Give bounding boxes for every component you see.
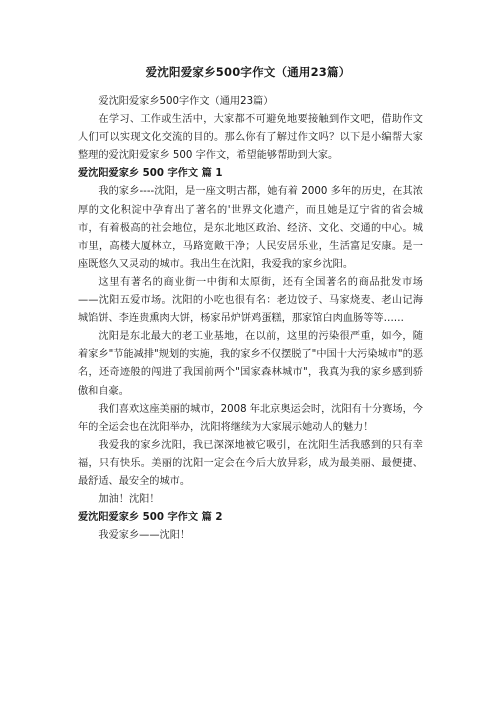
section-1-paragraph-1: 我的家乡----沈阳，是一座文明古都，她有着 2000 多年的历史，在其浓厚的文化积淀中孕育出了著名的'世界文化遗产，而且她是辽宁省的省会城市，有着极高的社会地位，是东北地区政治、经济、文化、交通的中心。城市里，高楼大厦林立，马路宽敞干净；人民安居乐业，生活富足安康。是一座既悠久又灵动的城市。我出生在沈阳，我爱我的家乡沈阳。 <box>78 186 423 270</box>
document-body <box>78 93 423 545</box>
document-title: 爱沈阳爱家乡500字作文（通用23篇） <box>145 65 351 79</box>
section-1-heading: 爱沈阳爱家乡 500 字作文 篇 1 <box>78 168 223 180</box>
section-1-paragraph-4: 我们喜欢这座美丽的城市，2008 年北京奥运会时，沈阳有十分赛场，今年的全运会也在沈阳举办，沈阳将继续为大家展示她动人的魅力！ <box>78 403 423 433</box>
section-1-paragraph-2: 这里有著名的商业街一中街和太原街，还有全国著名的商品批发市场——沈阳五爱市场。沈阳的小吃也很有名：老边饺子、马家烧麦、老山记海城馅饼、李连贵熏肉大饼，杨家吊炉饼鸡蛋糕，那家馆白肉血肠等等…… <box>78 276 423 325</box>
intro-paragraph: 在学习、工作或生活中，大家都不可避免地要接触到作文吧，借助作文人们可以实现文化交流的目的。那么你有了解过作文吗？以下是小编帮大家整理的爱沈阳爱家乡 500 字作文，希望能够帮助到大家。 <box>78 114 423 162</box>
section-1-paragraph-3: 沈阳是东北最大的老工业基地，在以前，这里的污染很严重，如今，随着家乡"节能减排"规划的实施，我的家乡不仅摆脱了"中国十大污染城市"的恶名，还奇迹般的闯进了我国前两个"国家森林城市"，我真为我的家乡感到骄傲和自豪。 <box>78 331 423 397</box>
section-2-heading: 爱沈阳爱家乡 500 字作文 篇 2 <box>78 512 223 524</box>
section-1-paragraph-6: 加油！沈阳！ <box>98 494 160 506</box>
section-1-paragraph-5: 我爱我的家乡沈阳，我已深深地被它吸引，在沈阳生活我感到的只有幸福，只有快乐。美丽的沈阳一定会在今后大放异彩，成为最美丽、最便捷、最舒适、最安全的城市。 <box>78 439 423 487</box>
section-2-paragraph-1: 我爱家乡——沈阳！ <box>98 530 191 542</box>
document-subtitle: 爱沈阳爱家乡500字作文（通用23篇） <box>98 96 274 107</box>
